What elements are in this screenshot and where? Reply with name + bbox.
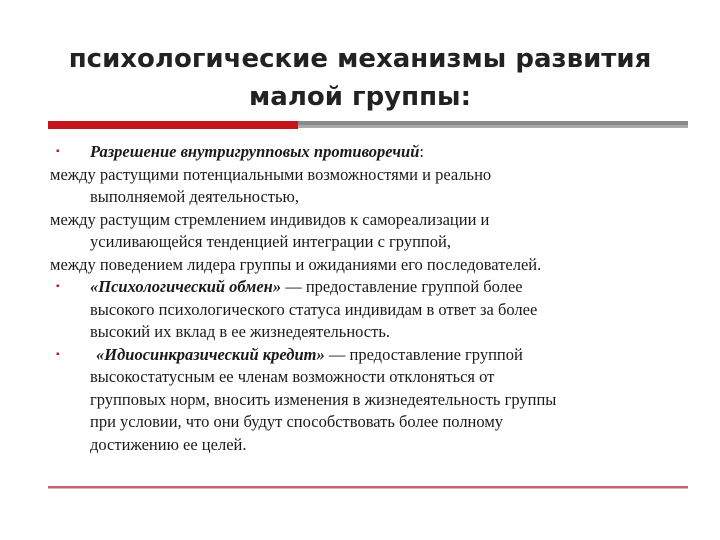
title-line-2: малой группы:: [249, 82, 471, 112]
slide-body: [50, 141, 690, 456]
bullet-item-2: [50, 276, 690, 344]
bullet-marker-icon: ▪: [56, 281, 60, 292]
paragraph-1-line-2: выполняемой деятельностью,: [90, 187, 299, 206]
bullet-2-line-3: высокий их вклад в ее жизнедеятельность.: [90, 322, 390, 341]
bullet-marker-icon: ▪: [56, 348, 60, 360]
bullet-3-line-3: групповых норм, вносить изменения в жизнедеятельность группы: [90, 389, 557, 409]
bullet-1-heading: Разрешение внутригрупповых противоречий: [90, 142, 420, 161]
bullet-3-line-2: высокостатусным ее членам возможности отклоняться от: [90, 367, 495, 386]
bullet-3-term: «Идиосинкразический кредит»: [96, 344, 325, 364]
footer-rule-shadow: [48, 488, 688, 489]
paragraph-1-line-1: между растущими потенциальными возможностями и реально: [50, 164, 492, 184]
bullet-3-line-5: достижению ее целей.: [90, 434, 247, 454]
bullet-2-term: «Психологический обмен»: [90, 277, 282, 296]
bullet-item-3: [50, 344, 690, 457]
bullet-marker-icon: ▪: [56, 146, 60, 157]
bullet-3-line-1-rest: — предоставление группой: [324, 344, 523, 364]
bullet-1-colon: :: [419, 142, 424, 161]
paragraph-2: [50, 209, 690, 254]
title-line-1: психологические механизмы развития: [68, 44, 652, 74]
paragraph-3-line-1: между поведением лидера группы и ожиданиями его последователей.: [50, 254, 542, 274]
paragraph-1: [50, 164, 690, 209]
title-underline-red: [48, 121, 298, 129]
bullet-3-line-4: при условии, что они будут способствовать более полному: [90, 412, 504, 431]
title-underline-dark: [298, 121, 688, 125]
bullet-item-1: [50, 141, 690, 164]
paragraph-2-line-2: усиливающейся тенденцией интеграции с группой,: [90, 232, 451, 251]
slide-title: [40, 40, 680, 116]
paragraph-3: [50, 254, 690, 277]
paragraph-2-line-1: между растущим стремлением индивидов к самореализации и: [50, 209, 490, 229]
bullet-2-line-2: высокого психологического статуса индивидам в ответ за более: [90, 299, 538, 319]
bullet-2-line-1-rest: — предоставление группой более: [281, 277, 523, 296]
